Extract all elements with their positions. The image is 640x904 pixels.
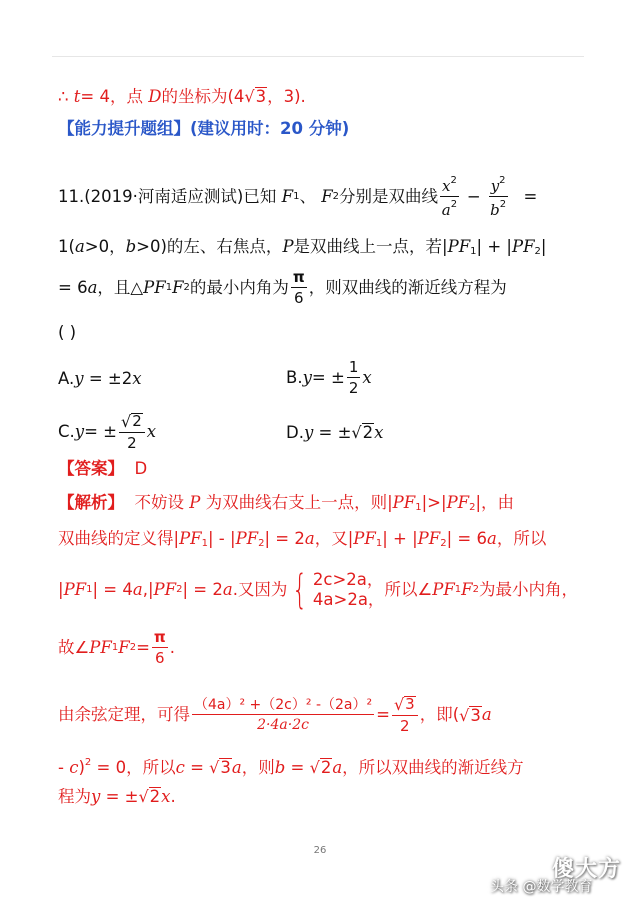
analysis-line-1: 【解析】 不妨设 P 为双曲线右支上一点，则$|PF_1|>|PF_2|$，由 [58,493,515,513]
watermark-text: 头条 @数学教育 [490,879,593,895]
var-f2: F [321,187,333,206]
option-b: B. y = ± $\frac{1}{2}$ x [286,358,372,397]
subscript: 1 [293,191,300,202]
question-line-1 [58,170,537,224]
cosine-fraction: $\frac{\text{（4a）² +（2c）² -（2a）²}}{2\cdot 4a\cdot 2c}$ [194,697,373,733]
sqrt: √ 3 [244,86,267,106]
analysis-line-5: 由余弦定理，可得 $\frac{\text{（4a）² +（2c）² -（2a）²}}{2\cdot 4a\cdot 2c}$ = √ 3 2 ，即( √ 3 a [58,694,492,735]
var-d: D [148,87,162,106]
question-line-2: 1(a>0，b>0)的左、右焦点，P是双曲线上一点，若$|PF_1| + |PF_2|$ [58,237,547,257]
text: 的坐标为(4 [161,87,245,106]
text: 、 [299,187,316,206]
analysis-line-6: - c)$^2$ = 0，所以c = √ 3 a，则b = √ 2 a，所以双曲线的渐近线方 [58,757,524,777]
page-number: 26 [313,845,327,856]
var-t: t [73,87,81,106]
option-c: C. y = ± √ 2 2 x [58,411,157,452]
fraction-y2-b2: $\frac{y^2}{b^2}$ [490,175,507,219]
inequality-system: { 2c>2a， 4a>2a， [292,567,385,613]
minus: − [466,187,481,206]
option-d: D.y = ± √ 2 x [286,422,384,442]
analysis-line-2: 双曲线的定义得$|PF_1| - |PF_2| = 2a$，又$|PF_1| + |PF_2| = 6a$，所以 [58,529,547,549]
question-line-3: = 6 a ，且△ PF 1 F 2 的最小内角为 $\frac{\pi}{6}$ ，则双曲线的渐近线方程为 [58,268,507,307]
answer-blank: ( ) [58,323,77,342]
text: = 4，点 [80,87,143,106]
fraction-pi-6: $\frac{\pi}{6}$ [292,268,305,307]
question-number: 11.(2019·河南适应测试)已知 [58,187,277,206]
therefore-symbol: ∴ [58,87,69,106]
var-f1: F [281,187,294,206]
conclusion-line [58,86,306,108]
answer-line: 【答案】 D [58,459,148,478]
watermark-logo: 傻大方 [552,857,622,882]
text: ，3). [267,87,306,106]
text: 分别是双曲线 [339,187,439,206]
option-a: A.y = ±2x [58,369,142,388]
subscript: 2 [332,191,340,202]
equals: = [523,187,538,206]
analysis-line-4: 故∠ PF 1 F 2 = $\frac{\pi}{6}$ . [58,628,176,667]
top-rule [52,56,584,57]
section-heading: 【能力提升题组】(建议用时：20 分钟) [58,119,350,138]
analysis-line-3: | PF 1 | = 4 a ,| PF 2 | = 2 a .又因为 { 2c>2a， 4a>2a， 所以∠ PF 1 F 2 为最小内角， [58,567,578,613]
fraction-x2-a2: $\frac{x^2}{a^2}$ [441,175,458,219]
analysis-line-7: 程为y = ± √ 2 x. [58,786,176,806]
